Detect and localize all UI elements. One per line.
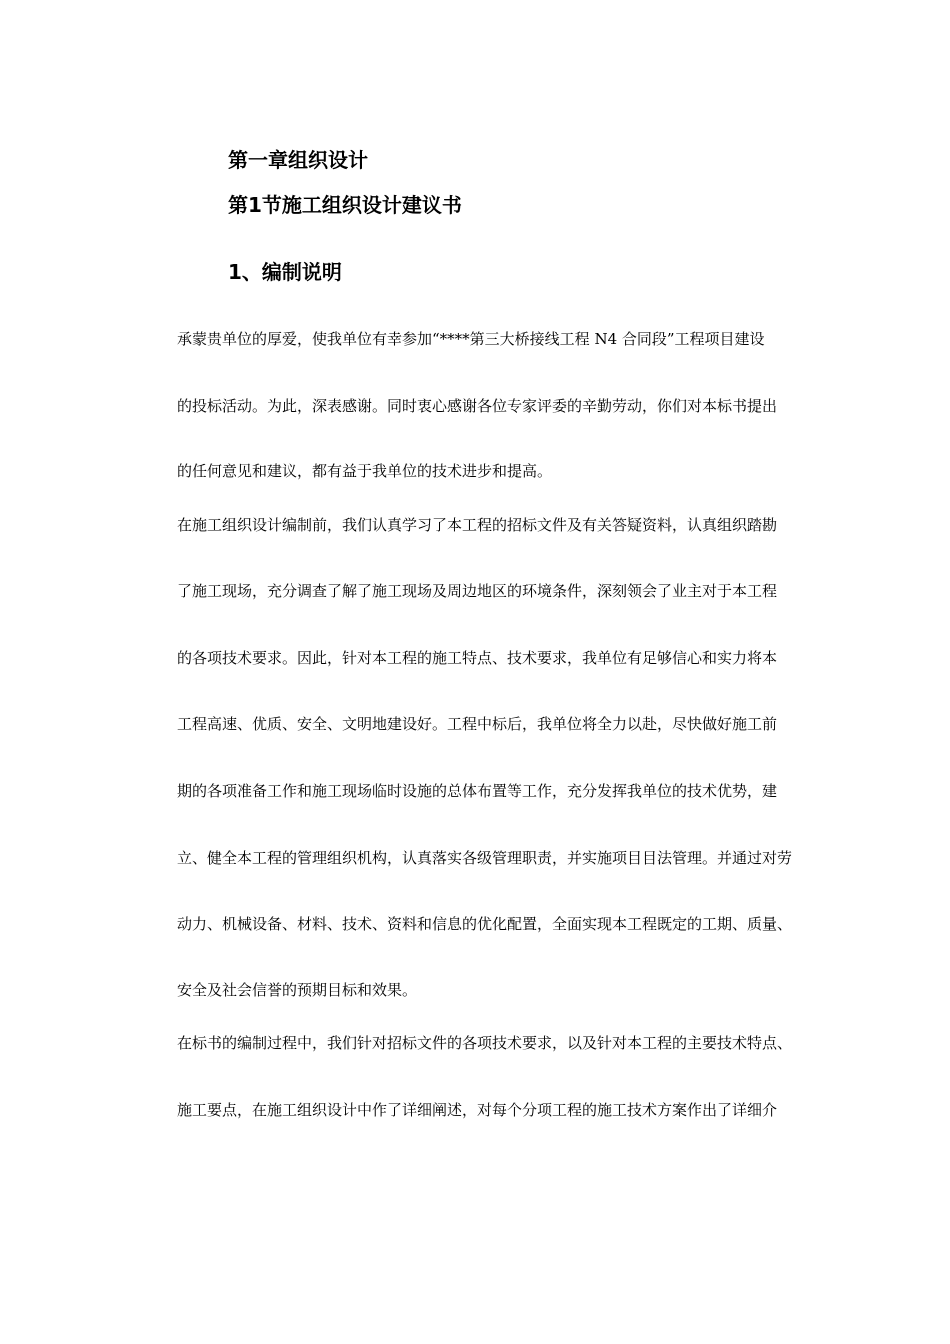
- paragraph-line: 动力、机械设备、材料、技术、资料和信息的优化配置，全面实现本工程既定的工期、质量、: [177, 915, 793, 933]
- section-title: 第1节施工组织设计建议书: [228, 193, 462, 217]
- paragraph-line: 了施工现场，充分调查了解了施工现场及周边地区的环境条件，深刻领会了业主对于本工程: [177, 582, 778, 600]
- paragraph-line: 施工要点，在施工组织设计中作了详细阐述，对每个分项工程的施工技术方案作出了详细介: [177, 1101, 778, 1119]
- paragraph-line: 工程高速、优质、安全、文明地建设好。工程中标后，我单位将全力以赴，尽快做好施工前: [177, 715, 778, 733]
- paragraph-line: 承蒙贵单位的厚爱，使我单位有幸参加“****第三大桥接线工程 N4 合同段”工程项目建设: [177, 330, 765, 348]
- paragraph-line: 在施工组织设计编制前，我们认真学习了本工程的招标文件及有关答疑资料，认真组织踏勘: [177, 516, 778, 534]
- chapter-title: 第一章组织设计: [228, 148, 368, 172]
- paragraph-line: 的各项技术要求。因此，针对本工程的施工特点、技术要求，我单位有足够信心和实力将本: [177, 649, 778, 667]
- paragraph-line: 在标书的编制过程中，我们针对招标文件的各项技术要求，以及针对本工程的主要技术特点、: [177, 1034, 793, 1052]
- paragraph-line: 安全及社会信誉的预期目标和效果。: [177, 981, 418, 999]
- paragraph-line: 的任何意见和建议，都有益于我单位的技术进步和提高。: [177, 462, 553, 480]
- paragraph-line: 的投标活动。为此，深表感谢。同时衷心感谢各位专家评委的辛勤劳动，你们对本标书提出: [177, 397, 778, 415]
- paragraph-line: 期的各项准备工作和施工现场临时设施的总体布置等工作，充分发挥我单位的技术优势，建: [177, 782, 778, 800]
- subsection-title: 1、编制说明: [228, 260, 342, 284]
- paragraph-line: 立、健全本工程的管理组织机构，认真落实各级管理职责，并实施项目目法管理。并通过对劳: [177, 849, 793, 867]
